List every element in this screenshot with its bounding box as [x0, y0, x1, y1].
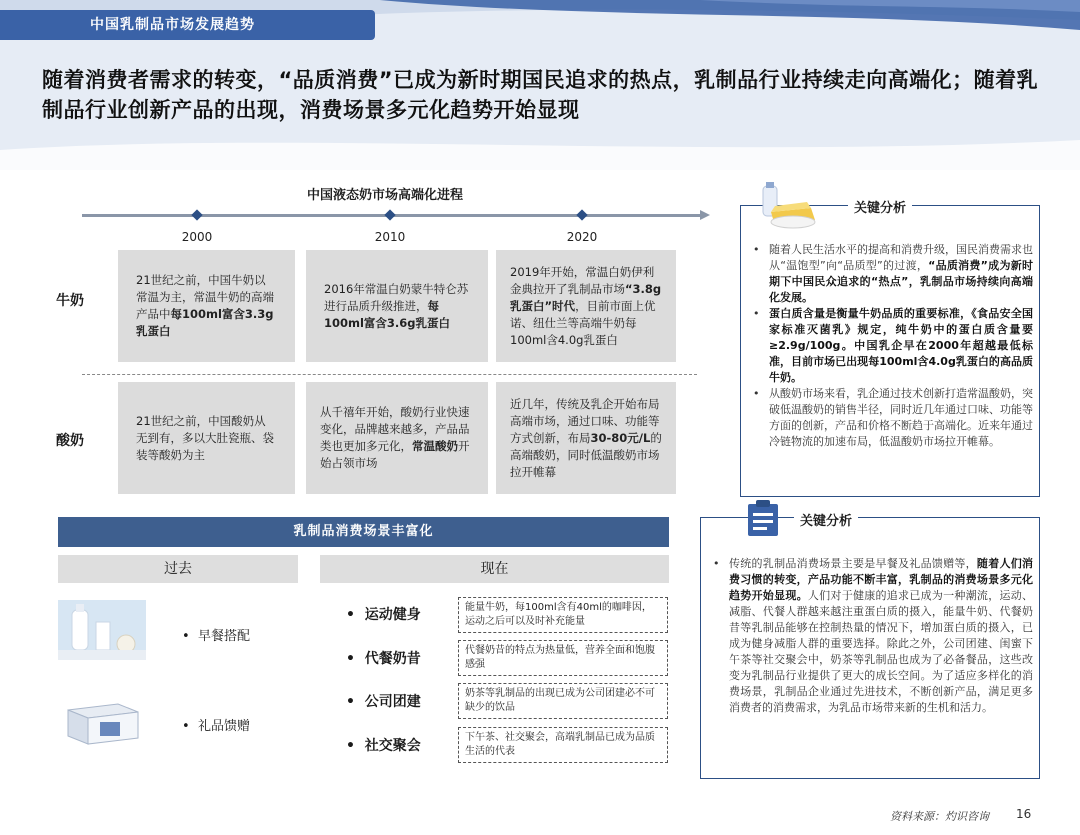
cell-highlight: 每100ml富含3.3g乳蛋白 [136, 307, 274, 338]
analysis-highlight: 随着人们消费习惯的转变，产品功能不断丰富，乳制品的消费场景多元化趋势开始显现。 [729, 557, 1033, 602]
bullet-icon: • [753, 307, 760, 320]
key-analysis-list-1 [747, 242, 1033, 450]
now-item-description: 下午茶、社交聚会，高端乳制品已成为品质生活的代表 [458, 727, 668, 763]
timeline-cell [496, 382, 676, 494]
list-item [747, 306, 1033, 386]
timeline-marker [384, 209, 395, 220]
now-column-header: 现在 [320, 555, 669, 583]
timeline-year: 2000 [181, 230, 213, 244]
page-number: 16 [1016, 807, 1032, 821]
timeline-cell [118, 382, 295, 494]
cell-text: 2019年开始，常温白奶伊利金典拉开了乳制品市场 [510, 264, 655, 296]
bullet-icon: • [182, 719, 190, 734]
timeline-marker [576, 209, 587, 220]
bullet-icon: • [182, 629, 190, 644]
analysis-highlight: 蛋白质含量是衡量牛奶品质的重要标准，《食品安全国家标准灭菌乳》规定，纯牛奶中的蛋白质含量要≥2.9g/100g。中国乳企早在2000年超越最低标准，目前市场已出现每100ml含4.0g乳蛋白的高品质牛奶。 [769, 307, 1033, 384]
now-item-label: 代餐奶昔 [364, 651, 421, 667]
list-item [747, 242, 1033, 306]
scenes-banner: 乳制品消费场景丰富化 [58, 517, 669, 547]
cell-highlight: 常温酸奶 [412, 439, 458, 453]
timeline-year: 2020 [566, 230, 598, 244]
now-item-description: 代餐奶昔的特点为热量低，营养全面和饱腹感强 [458, 640, 668, 676]
cell-text: ，目前市面上优诺、纽仕兰等高端牛奶每100ml含4.0g乳蛋白 [510, 298, 656, 347]
key-analysis-title-1: 关键分析 [848, 197, 912, 216]
timeline-cell [306, 382, 488, 494]
key-analysis-title-2: 关键分析 [794, 510, 858, 529]
cell-text: 近几年，传统及乳企开始布局高端市场，通过口味、功能等方式创新，布局 [510, 396, 660, 445]
now-item-description: 能量牛奶，每100ml含有40ml的咖啡因，运动之后可以及时补充能量 [458, 597, 668, 633]
source-note: 资料来源：灼识咨询 [890, 810, 989, 823]
cell-text: 21世纪之前，中国酸奶从无到有，多以大肚瓷瓶、袋装等酸奶为主 [136, 413, 274, 462]
bullet-icon: • [346, 651, 355, 667]
now-item-label: 运动健身 [364, 607, 421, 623]
bullet-icon: • [346, 694, 355, 710]
now-item-label: 社交聚会 [364, 738, 421, 754]
past-item-gift [182, 715, 250, 734]
page-headline: 随着消费者需求的转变，“品质消费”已成为新时期国民追求的热点，乳制品行业持续走向高端化；随着乳制品行业创新产品的出现，消费场景多元化趋势开始显现 [42, 68, 1039, 122]
now-item-fitness [346, 604, 421, 624]
gift-box-image [58, 690, 146, 750]
cell-highlight: 每100ml富含3.6g乳蛋白 [324, 298, 451, 330]
bullet-icon: • [713, 557, 720, 570]
timeline-marker [191, 209, 202, 220]
cell-text: 从千禧年开始，酸奶行业快速变化，品牌越来越多，产品品类也更加多元化， [320, 405, 470, 453]
now-item-meal-shake [346, 648, 421, 668]
key-analysis-list-2 [707, 556, 1033, 716]
past-item-breakfast [182, 625, 250, 644]
timeline-year: 2010 [374, 230, 406, 244]
timeline-cell [306, 250, 488, 362]
dairy-products-icon [757, 182, 817, 232]
cell-highlight: “3.8g乳蛋白”时代 [510, 281, 662, 313]
row-label-milk: 牛奶 [56, 293, 84, 309]
key-analysis-box-2 [700, 517, 1040, 779]
analysis-text: 人们对于健康的追求已成为一种潮流，运动、减脂、代餐人群越来越注重蛋白质的摄入，能量牛奶、代餐奶昔等乳制品能够在控制热量的情况下，增加蛋白质的摄入，已成为健身减脂人群的重要选择。除此之外，公司团建、闺蜜下午茶等社交聚会中，奶茶等乳制品也成为了必备餐品，这些改变为乳制品行业提供了更大的成长空间。为了适应多样化的消费场景，乳制品企业通过先进技术，不断创新产品，满足更多消费者的消费需求，为乳品市场带来新的生机和活力。 [729, 589, 1034, 714]
row-divider [82, 374, 697, 375]
row-label-yogurt: 酸奶 [56, 433, 84, 449]
bullet-icon: • [346, 738, 355, 754]
analysis-text: 传统的乳制品消费场景主要是早餐及礼品馈赠等， [729, 557, 977, 570]
bullet-icon: • [346, 607, 355, 623]
bullet-icon: • [753, 243, 760, 256]
list-item [747, 386, 1033, 450]
now-item-team-building [346, 691, 421, 711]
cell-text: 开始占领市场 [320, 439, 470, 470]
timeline-cell [496, 250, 676, 362]
analysis-highlight: “品质消费”成为新时期下中国民众追求的“热点”，乳制品市场持续向高端化发展。 [769, 259, 1033, 304]
milk-breakfast-image [58, 600, 146, 660]
cell-text: 21世纪之前，中国牛奶以常温为主，常温牛奶的高端产品中 [136, 273, 274, 321]
clipboard-icon [746, 500, 780, 538]
key-analysis-box-1 [740, 205, 1040, 497]
cell-text: 2016年常温白奶蒙牛特仑苏进行品质升级推进， [324, 281, 469, 313]
timeline-cell [118, 250, 295, 362]
past-item-label: 早餐搭配 [197, 629, 250, 644]
cell-text: 的高端酸奶，同时低温酸奶市场拉开帷幕 [510, 430, 662, 479]
analysis-text: 从酸奶市场来看，乳企通过技术创新打造常温酸奶，突破低温酸奶的销售半径，同时近几年通过口味、功能等方面的创新，产品和价格不断趋于高端化。近来年通过冷链物流的加速布局，低温酸奶市场拉开帷幕。 [769, 387, 1033, 448]
timeline-arrow-icon [700, 210, 710, 220]
cell-highlight: 30-80元/L [590, 430, 651, 445]
list-item [707, 556, 1033, 716]
analysis-text: 随着人民生活水平的提高和消费升级，国民消费需求也从“温饱型”向“品质型”的过渡， [769, 243, 1033, 272]
bullet-icon: • [753, 387, 760, 400]
past-item-label: 礼品馈赠 [197, 719, 250, 734]
now-item-label: 公司团建 [364, 694, 421, 710]
now-item-social [346, 735, 421, 755]
section-title: 中国乳制品市场发展趋势 [90, 17, 255, 33]
now-item-description: 奶茶等乳制品的出现已成为公司团建必不可缺少的饮品 [458, 683, 668, 719]
past-column-header: 过去 [58, 555, 298, 583]
timeline-title: 中国液态奶市场高端化进程 [306, 188, 463, 203]
